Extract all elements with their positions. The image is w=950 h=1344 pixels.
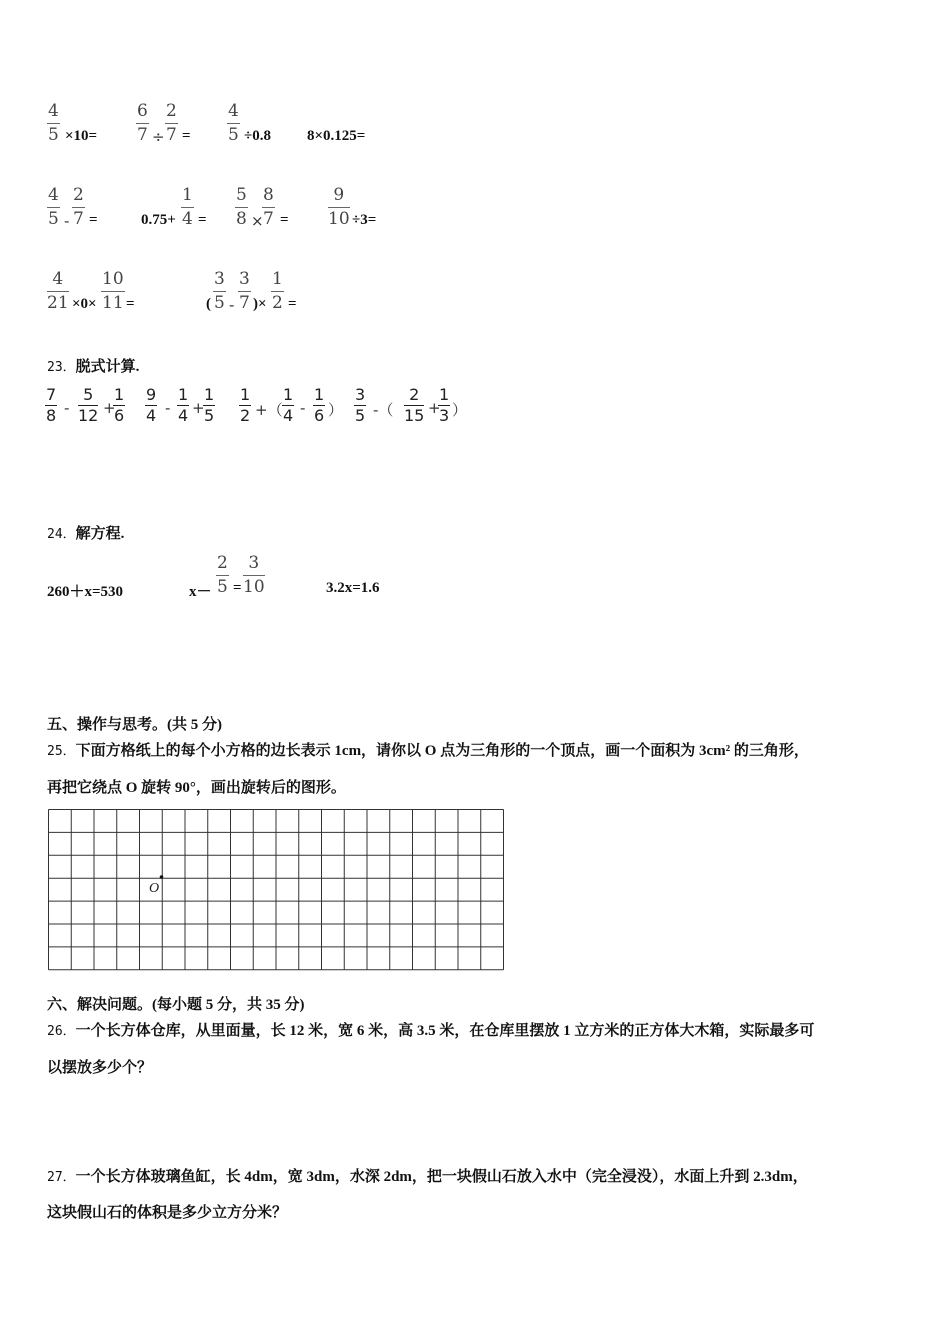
denominator: 10 bbox=[243, 577, 265, 597]
denominator: 8 bbox=[236, 209, 247, 229]
numerator: 3 bbox=[355, 385, 366, 404]
operator-text: ） bbox=[328, 401, 344, 419]
denominator: 7 bbox=[73, 209, 84, 229]
denominator: 3 bbox=[439, 406, 450, 425]
denominator: 11 bbox=[102, 293, 124, 313]
question-25-line-1 bbox=[47, 739, 809, 760]
operator-text: - bbox=[64, 212, 70, 230]
fraction bbox=[239, 387, 251, 424]
operator-text: = bbox=[280, 212, 289, 228]
operator-text: = bbox=[126, 296, 135, 312]
operator-text: ( bbox=[206, 296, 211, 312]
operator-text: - bbox=[229, 296, 235, 314]
numerator: 5 bbox=[78, 387, 98, 406]
fraction bbox=[177, 387, 189, 424]
operator-text: = bbox=[288, 296, 297, 312]
operator-text: = bbox=[233, 580, 242, 596]
numerator: 4 bbox=[47, 103, 60, 124]
operator-text: 0.75+ bbox=[141, 212, 176, 228]
fraction bbox=[262, 187, 275, 228]
operator-text: - bbox=[64, 399, 70, 417]
fraction bbox=[47, 271, 69, 312]
numerator: 3 bbox=[213, 271, 226, 292]
operator-text: = bbox=[89, 212, 98, 228]
fraction bbox=[213, 271, 226, 312]
operator-text: - bbox=[300, 399, 306, 417]
operator-text: )× bbox=[253, 296, 267, 312]
numerator: 2 bbox=[216, 555, 229, 576]
operator-text: +（ bbox=[255, 401, 283, 419]
numerator: 2 bbox=[404, 387, 424, 406]
numerator: 6 bbox=[136, 103, 149, 124]
denominator: 6 bbox=[314, 406, 325, 425]
fraction bbox=[78, 387, 98, 424]
question-text: 一个长方体玻璃鱼缸，长 4dm，宽 3dm，水深 2dm，把一块假山石放入水中（完全浸没），水面上升到 2.3dm， bbox=[75, 1169, 808, 1185]
section-6-title: 六、解决问题。(每小题 5 分，共 35 分) bbox=[47, 997, 305, 1013]
numerator: 7 bbox=[46, 385, 57, 404]
operator-text: ÷0.8 bbox=[244, 128, 271, 144]
question-text: 解方程. bbox=[75, 526, 125, 542]
operator-text: = bbox=[198, 212, 207, 228]
question-number: 23． bbox=[47, 360, 76, 375]
fraction bbox=[438, 387, 450, 424]
operator-text: ×0× bbox=[72, 296, 97, 312]
denominator: 15 bbox=[404, 406, 425, 425]
question-27-line-2: 这块假山石的体积是多少立方分米？ bbox=[47, 1205, 288, 1221]
numerator: 9 bbox=[328, 187, 350, 208]
operator-text: ÷ bbox=[152, 128, 165, 146]
question-25-line-2: 再把它绕点 O 旋转 90°，画出旋转后的图形。 bbox=[47, 780, 346, 796]
fraction bbox=[101, 271, 125, 312]
fraction bbox=[328, 187, 350, 228]
numerator: 4 bbox=[227, 103, 240, 124]
denominator: 4 bbox=[182, 209, 193, 229]
point-o-label: O bbox=[149, 881, 160, 896]
grid-paper[interactable] bbox=[47, 808, 505, 972]
numerator: 5 bbox=[235, 187, 248, 208]
operator-text: 8×0.125= bbox=[307, 128, 366, 144]
denominator: 7 bbox=[239, 293, 250, 313]
denominator: 6 bbox=[114, 406, 125, 425]
operator-text: = bbox=[182, 128, 191, 144]
question-23-title bbox=[47, 355, 139, 376]
denominator: 5 bbox=[214, 293, 225, 313]
operator-text: -（ bbox=[373, 401, 394, 419]
question-number: 24． bbox=[47, 527, 76, 542]
section-5-title: 五、操作与思考。(共 5 分) bbox=[47, 717, 222, 733]
denominator: 5 bbox=[355, 406, 366, 425]
fraction bbox=[203, 387, 215, 424]
numerator: 1 bbox=[314, 385, 325, 404]
question-26-line-2: 以摆放多少个？ bbox=[47, 1060, 153, 1076]
numerator: 1 bbox=[204, 385, 215, 404]
numerator: 3 bbox=[243, 555, 265, 576]
operator-text: ） bbox=[452, 401, 468, 419]
denominator: 5 bbox=[48, 209, 59, 229]
denominator: 10 bbox=[328, 209, 350, 229]
operator-text: - bbox=[165, 399, 171, 417]
denominator: 4 bbox=[178, 406, 189, 425]
numerator: 1 bbox=[240, 385, 251, 404]
question-number: 25． bbox=[47, 744, 76, 759]
equation-2-prefix: x－ bbox=[189, 584, 212, 600]
fraction bbox=[238, 271, 251, 312]
question-26-line-1 bbox=[47, 1019, 814, 1040]
denominator: 2 bbox=[272, 293, 283, 313]
fraction bbox=[404, 387, 424, 424]
fraction bbox=[282, 387, 294, 424]
numerator: 1 bbox=[271, 271, 284, 292]
numerator: 1 bbox=[114, 385, 125, 404]
denominator: 5 bbox=[228, 125, 239, 145]
point-o-dot bbox=[160, 875, 164, 879]
fraction bbox=[47, 103, 60, 144]
denominator: 12 bbox=[78, 406, 99, 425]
numerator: 4 bbox=[47, 271, 69, 292]
grid-lines bbox=[49, 810, 504, 970]
fraction bbox=[354, 387, 366, 424]
fraction bbox=[227, 103, 240, 144]
question-number: 26． bbox=[47, 1024, 76, 1039]
equation-3: 3.2x=1.6 bbox=[326, 580, 380, 596]
denominator: 5 bbox=[48, 125, 59, 145]
fraction bbox=[216, 555, 229, 596]
fraction bbox=[47, 187, 60, 228]
numerator: 8 bbox=[262, 187, 275, 208]
question-24-title bbox=[47, 522, 124, 543]
numerator: 1 bbox=[283, 385, 294, 404]
numerator: 10 bbox=[101, 271, 125, 292]
fraction bbox=[45, 387, 57, 424]
denominator: 5 bbox=[217, 577, 228, 597]
numerator: 2 bbox=[165, 103, 178, 124]
operator-text: + bbox=[192, 399, 205, 417]
denominator: 7 bbox=[166, 125, 177, 145]
fraction bbox=[136, 103, 149, 144]
operator-text: + bbox=[103, 399, 116, 417]
denominator: 4 bbox=[283, 406, 294, 425]
fraction bbox=[235, 187, 248, 228]
fraction bbox=[181, 187, 194, 228]
operator-text: ×10= bbox=[65, 128, 98, 144]
denominator: 21 bbox=[47, 293, 69, 313]
question-27-line-1 bbox=[47, 1165, 808, 1186]
fraction bbox=[165, 103, 178, 144]
numerator: 1 bbox=[178, 385, 189, 404]
operator-text: ÷3= bbox=[352, 212, 377, 228]
numerator: 9 bbox=[146, 385, 157, 404]
denominator: 2 bbox=[240, 406, 251, 425]
denominator: 7 bbox=[263, 209, 274, 229]
question-text: 一个长方体仓库，从里面量，长 12 米，宽 6 米，高 3.5 米，在仓库里摆放 1 立方米的正方体大木箱，实际最多可 bbox=[75, 1023, 815, 1039]
numerator: 4 bbox=[47, 187, 60, 208]
question-text: 脱式计算. bbox=[75, 359, 140, 375]
equation-1: 260＋x=530 bbox=[47, 584, 124, 600]
fraction bbox=[271, 271, 284, 312]
numerator: 3 bbox=[238, 271, 251, 292]
numerator: 1 bbox=[439, 385, 450, 404]
denominator: 7 bbox=[137, 125, 148, 145]
operator-text: + bbox=[428, 399, 441, 417]
denominator: 4 bbox=[146, 406, 157, 425]
operator-text: × bbox=[251, 212, 264, 230]
question-text: 下面方格纸上的每个小方格的边长表示 1cm，请你以 O 点为三角形的一个顶点，画一个面积为 3cm² 的三角形， bbox=[75, 743, 809, 759]
fraction bbox=[313, 387, 325, 424]
denominator: 8 bbox=[46, 406, 57, 425]
fraction bbox=[243, 555, 265, 596]
denominator: 5 bbox=[204, 406, 215, 425]
fraction bbox=[145, 387, 157, 424]
numerator: 2 bbox=[72, 187, 85, 208]
question-number: 27． bbox=[47, 1170, 76, 1185]
numerator: 1 bbox=[181, 187, 194, 208]
fraction bbox=[72, 187, 85, 228]
fraction bbox=[113, 387, 125, 424]
